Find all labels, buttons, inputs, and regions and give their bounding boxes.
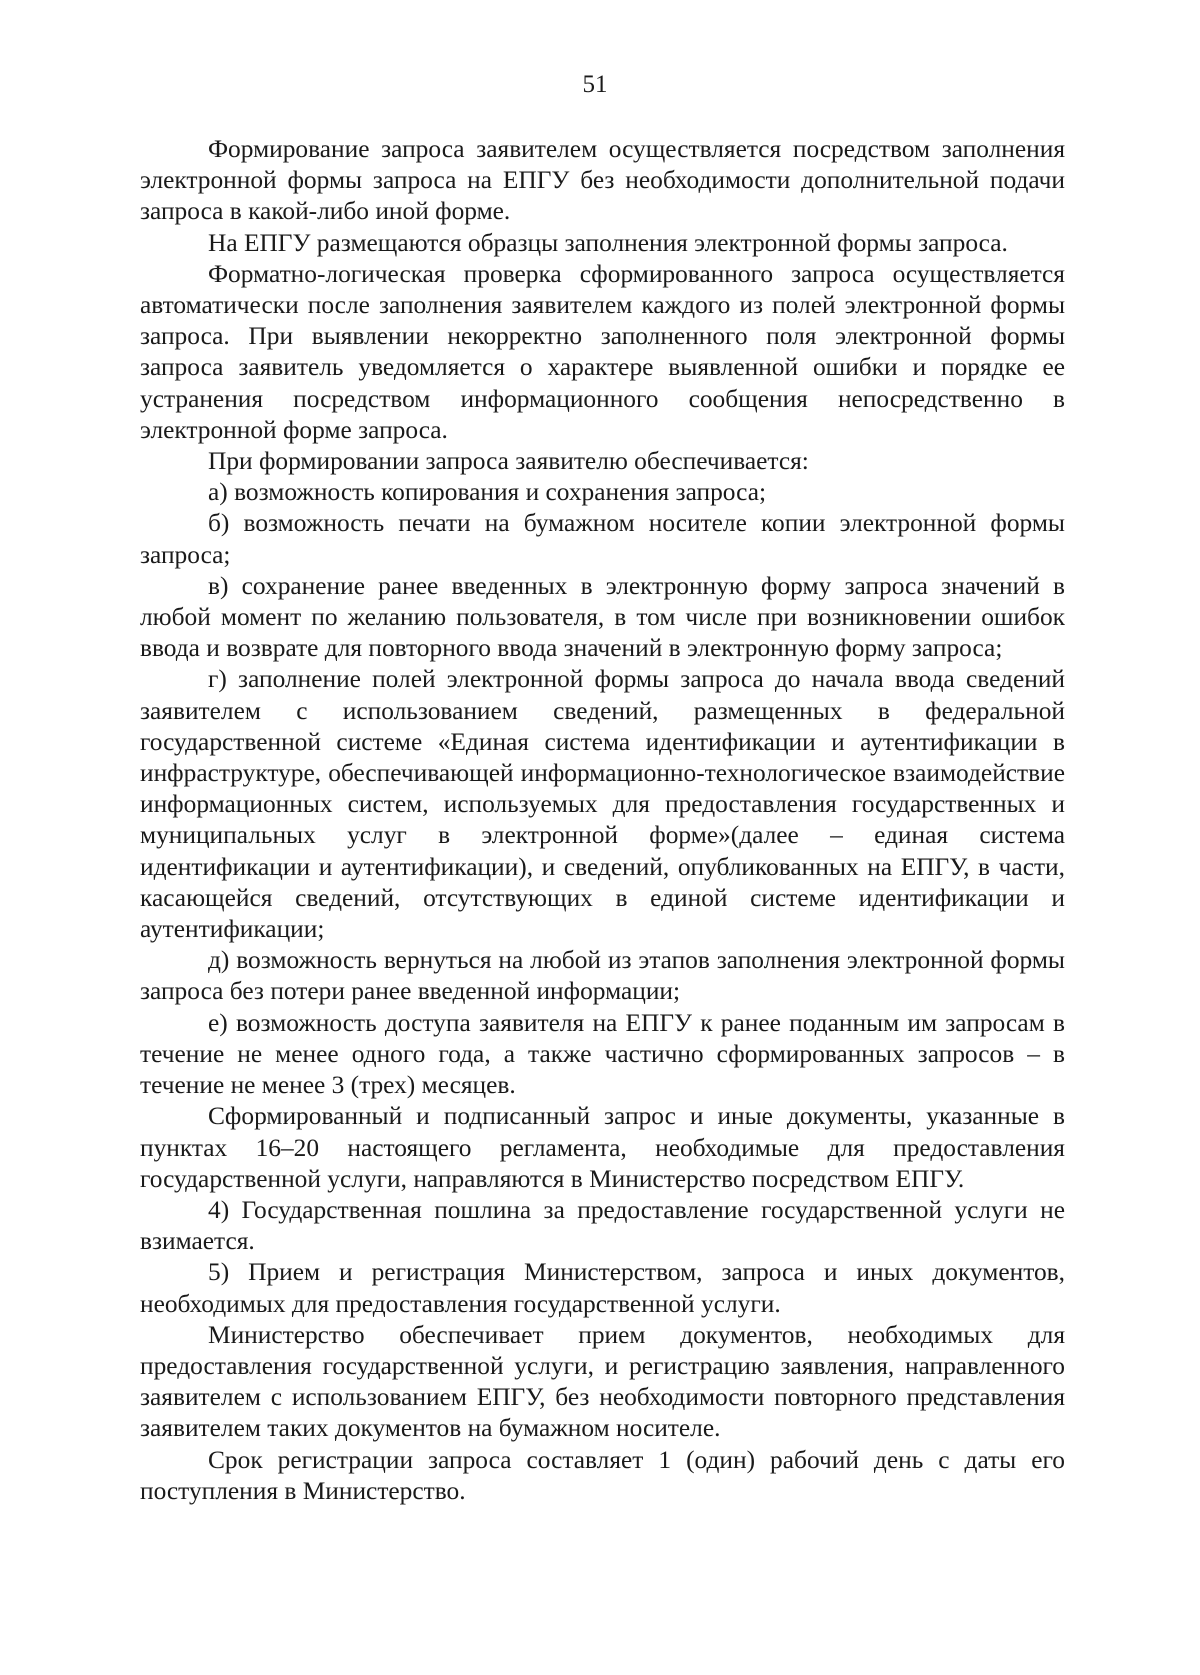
paragraph: 4) Государственная пошлина за предоставление государственной услуги не взимается. <box>140 1195 1065 1256</box>
paragraph: На ЕПГУ размещаются образцы заполнения электронной формы запроса. <box>208 228 1008 257</box>
list-item: а) возможность копирования и сохранения запроса; <box>208 478 767 507</box>
paragraph: Сформированный и подписанный запрос и иные документы, указанные в пунктах 16–20 настоящего регламента, необходимые для предоставления государственной услуги, направляются в Министерство посредством ЕПГУ. <box>140 1102 1065 1193</box>
list-item: д) возможность вернуться на любой из этапов заполнения электронной формы запроса без потери ранее введенной информации; <box>140 946 1065 1006</box>
document-body <box>140 134 1065 1507</box>
paragraph: 5) Прием и регистрация Министерством, запроса и иных документов, необходимых для предоставления государственной услуги. <box>140 1258 1065 1318</box>
page-number: 51 <box>582 71 608 98</box>
paragraph: Формирование запроса заявителем осуществляется посредством заполнения электронной формы запроса на ЕПГУ без необходимости дополнительной подачи запроса в какой-либо иной форме. <box>140 135 1065 226</box>
paragraph: Форматно-логическая проверка сформированного запроса осуществляется автоматически после заполнения заявителем каждого из полей электронной формы запроса. При выявлении некорректно заполненного поля электронной формы запроса заявитель уведомляется о характере выявленной ошибки и порядке ее устранения посредством информационного сообщения непосредственно в электронной форме запроса. <box>140 259 1065 444</box>
paragraph: При формировании запроса заявителю обеспечивается: <box>208 447 809 476</box>
list-item: е) возможность доступа заявителя на ЕПГУ к ранее поданным им запросам в течение не менее одного года, а также частично сформированных запросов – в течение не менее 3 (трех) месяцев. <box>140 1008 1065 1100</box>
paragraph: Министерство обеспечивает прием документов, необходимых для предоставления государственной услуги, и регистрацию заявления, направленного заявителем с использованием ЕПГУ, без необходимости повторного представления заявителем таких документов на бумажном носителе. <box>140 1320 1065 1443</box>
list-item: в) сохранение ранее введенных в электронную форму запроса значений в любой момент по желанию пользователя, в том числе при возникновении ошибок ввода и возврате для повторного ввода значений в электронную форму запроса; <box>140 571 1065 663</box>
list-item: г) заполнение полей электронной формы запроса до начала ввода сведений заявителем с использованием сведений, размещенных в федеральной государственной системе «Единая система идентификации и аутентификации в инфраструктуре, обеспечивающей информационно-технологическое взаимодействие информационных систем, используемых для предоставления государственных и муниципальных услуг в электронной форме»(далее – единая система идентификации и аутентификации), и сведений, опубликованных на ЕПГУ, в части, касающейся сведений, отсутствующих в единой системе идентификации и аутентификации; <box>140 665 1065 944</box>
list-item: б) возможность печати на бумажном носителе копии электронной формы запроса; <box>140 509 1065 569</box>
paragraph: Срок регистрации запроса составляет 1 (один) рабочий день с даты его поступления в Министерство. <box>140 1445 1065 1505</box>
